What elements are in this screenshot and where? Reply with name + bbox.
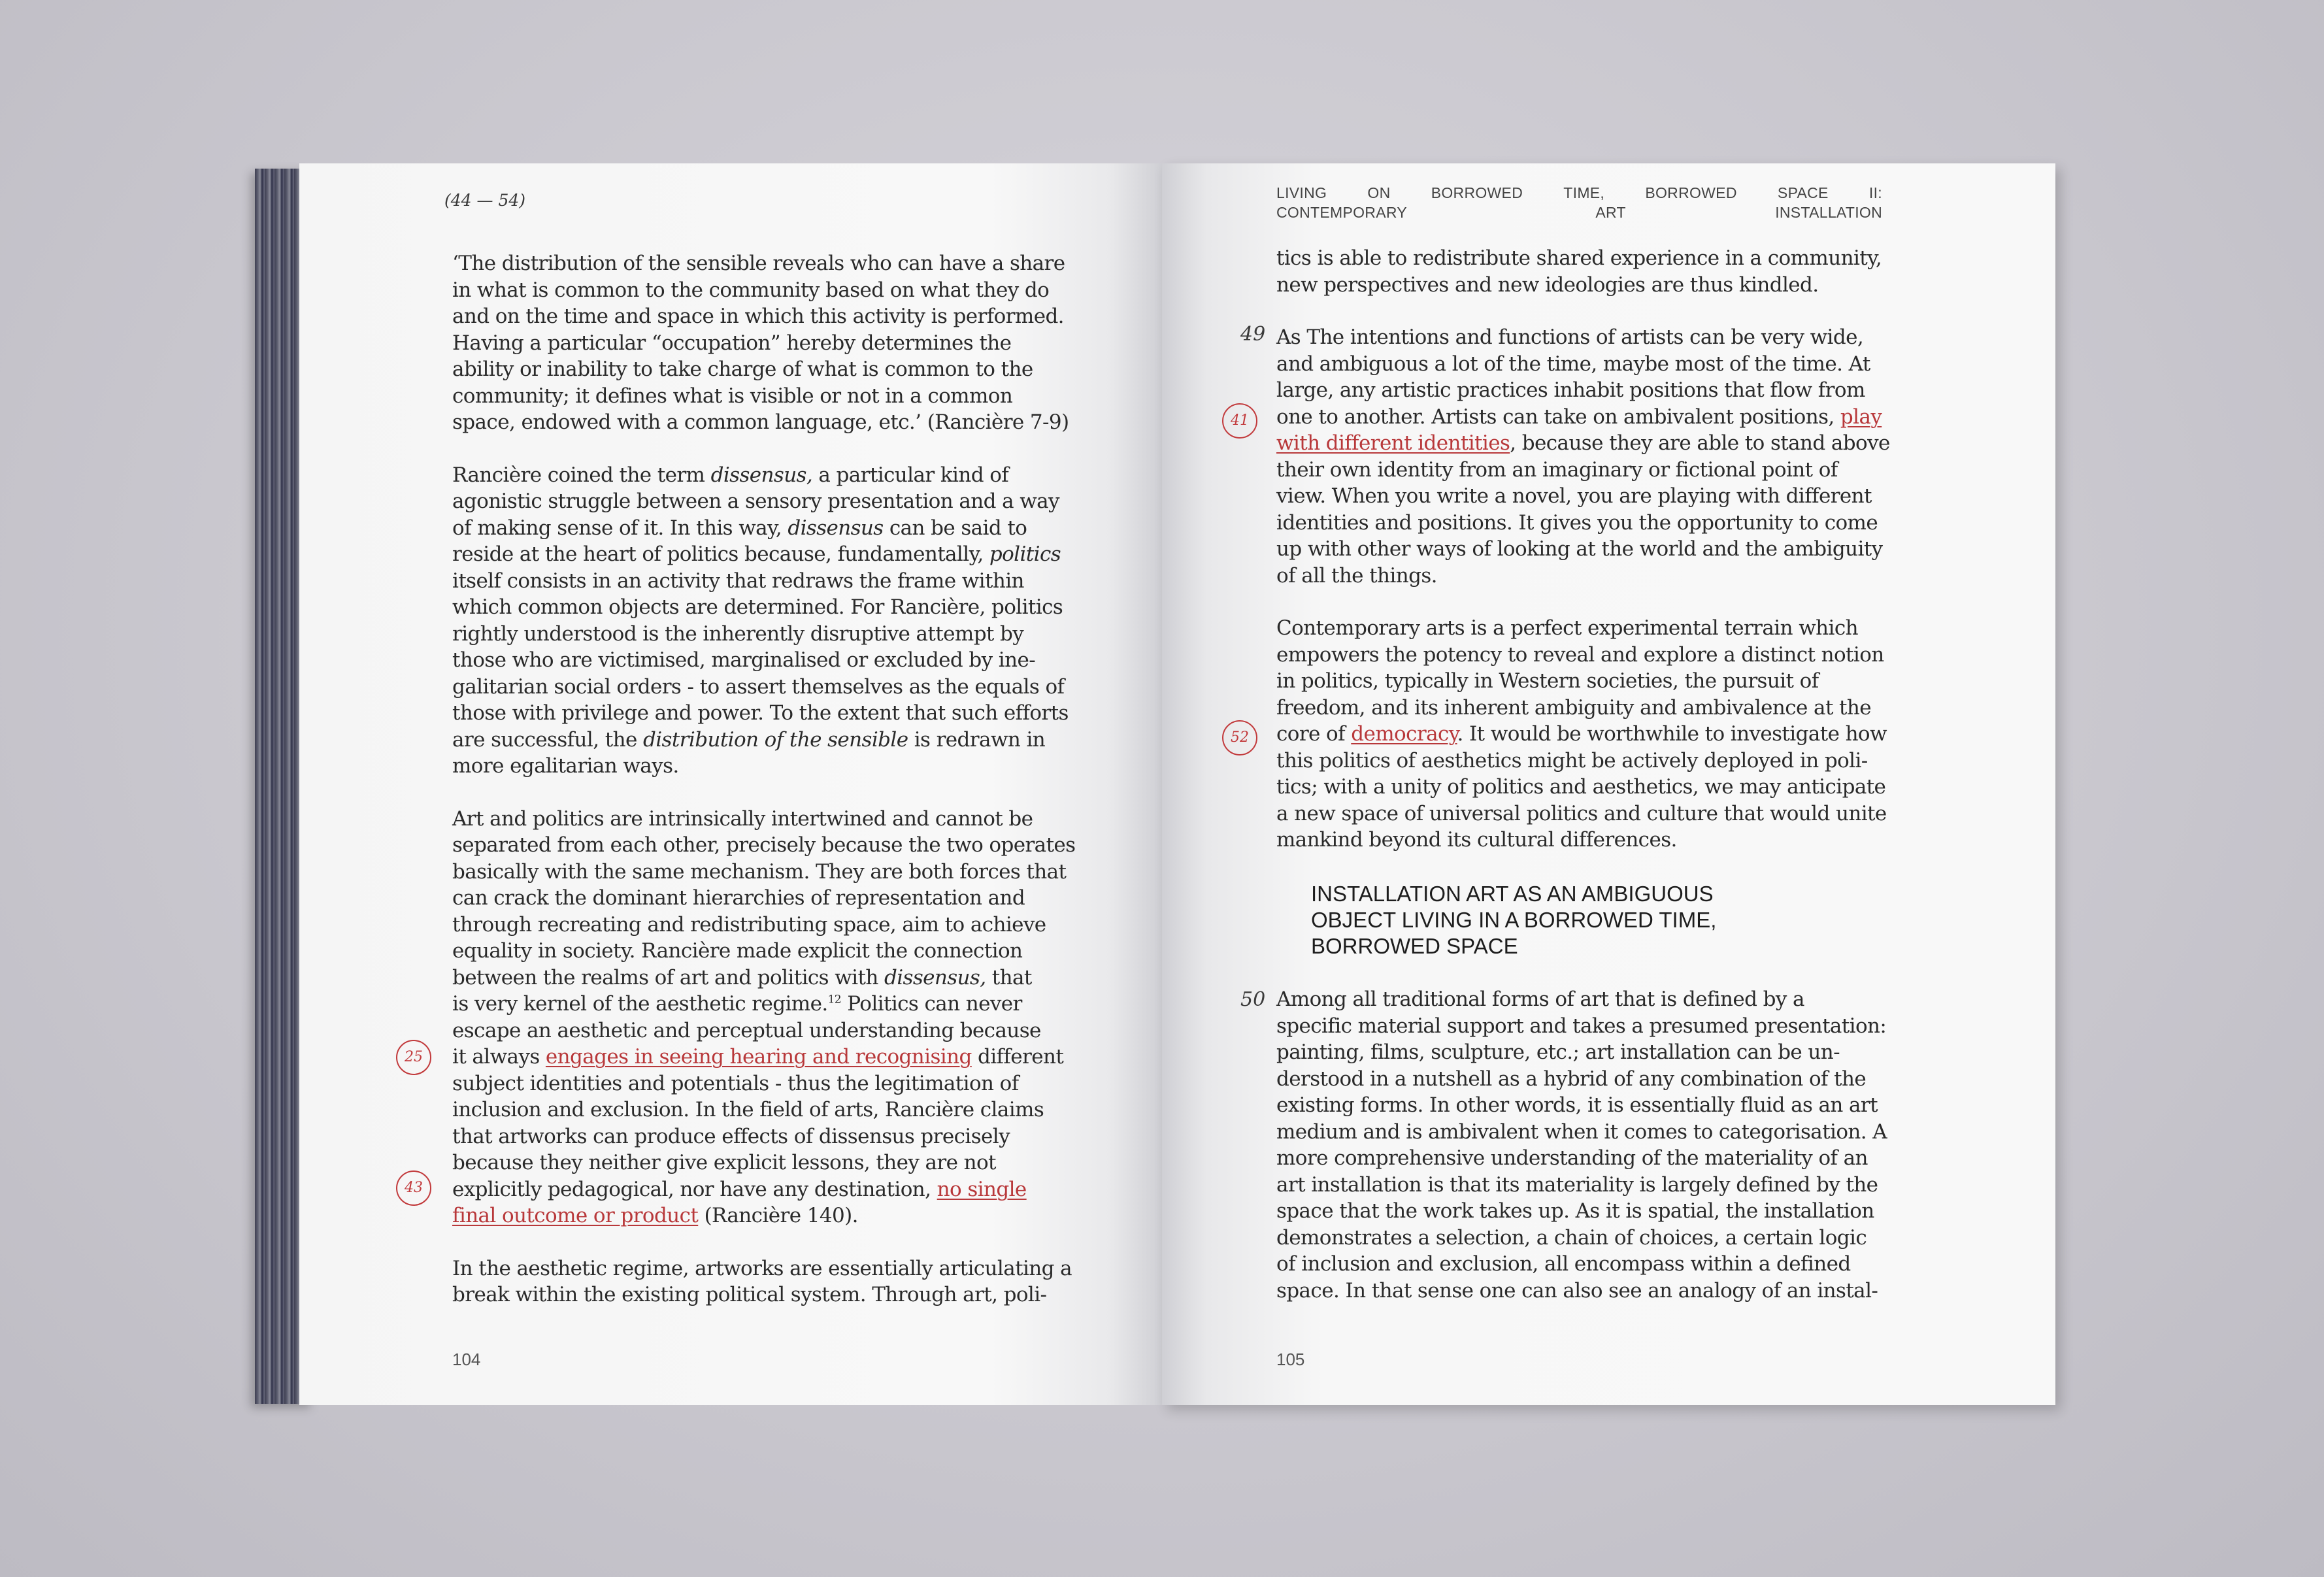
highlighted-phrase: democracy bbox=[1351, 722, 1457, 746]
text-line: specific material support and takes a presumed presentation: bbox=[1276, 1014, 1887, 1038]
header-word: TIME, bbox=[1563, 184, 1605, 201]
running-header-row-1 bbox=[1276, 184, 1882, 202]
text-line: inclusion and exclusion. In the field of arts, Rancière claims bbox=[452, 1098, 1044, 1121]
heading-line: INSTALLATION ART AS AN AMBIGUOUS bbox=[1311, 882, 1714, 906]
text-line: because they neither give explicit lessons, they are not bbox=[452, 1151, 996, 1174]
text-line: freedom, and its inherent ambiguity and ambivalence at the bbox=[1276, 695, 1872, 720]
text-line: Rancière coined the term dissensus, a particular kind of bbox=[452, 463, 1009, 487]
continued-paragraph bbox=[1276, 245, 1890, 298]
text-line: between the realms of art and politics with dissensus, that bbox=[452, 965, 1032, 989]
text-line: in what is common to the community based on what they do bbox=[452, 278, 1050, 302]
header-word: INSTALLATION bbox=[1775, 204, 1882, 221]
artists-paragraph bbox=[1276, 324, 1890, 589]
text-line: reside at the heart of politics because, fundamentally, politics bbox=[452, 542, 1061, 566]
header-word: BORROWED bbox=[1431, 184, 1523, 201]
text-line: one to another. Artists can take on ambivalent positions, play bbox=[1276, 405, 1882, 429]
circled-annotation: 25 bbox=[396, 1040, 431, 1075]
text-line: subject identities and potentials - thus the legitimation of bbox=[452, 1071, 1019, 1095]
text-line: Art and politics are intrinsically intertwined and cannot be bbox=[452, 806, 1033, 831]
text-line: itself consists in an activity that redraws the frame within bbox=[452, 569, 1024, 593]
footnote-ref[interactable]: 12 bbox=[827, 993, 842, 1006]
text-line: Contemporary arts is a perfect experimental terrain which bbox=[1276, 616, 1858, 640]
highlighted-phrase: no single bbox=[937, 1177, 1027, 1201]
text-line: galitarian social orders - to assert themselves as the equals of bbox=[452, 674, 1065, 699]
heading-line: OBJECT LIVING IN A BORROWED TIME, bbox=[1311, 908, 1717, 932]
text-line: more egalitarian ways. bbox=[452, 754, 679, 778]
text-line: rightly understood is the inherently disruptive attempt by bbox=[452, 622, 1024, 646]
text-line: of inclusion and exclusion, all encompass within a defined bbox=[1276, 1252, 1851, 1276]
text-line: a new space of universal politics and culture that would unite bbox=[1276, 801, 1887, 825]
text-line: large, any artistic practices inhabit positions that flow from bbox=[1276, 378, 1865, 402]
text-line: escape an aesthetic and perceptual understanding because bbox=[452, 1018, 1041, 1042]
text-line: their own identity from an imaginary or fictional point of bbox=[1276, 457, 1838, 482]
text-line: it always engages in seeing hearing and recognising different bbox=[452, 1045, 1064, 1069]
art-politics-paragraph bbox=[452, 806, 1075, 1229]
highlighted-phrase: engages in seeing hearing and recognising bbox=[545, 1045, 972, 1069]
text-line: medium and is ambivalent when it comes to categorisation. A bbox=[1276, 1120, 1887, 1144]
handwritten-paragraph-number: 50 bbox=[1240, 988, 1266, 1011]
text-line: is very kernel of the aesthetic regime.$^{12}$ Politics can never bbox=[452, 992, 1022, 1016]
text-line: those with privilege and power. To the extent that such efforts bbox=[452, 701, 1069, 725]
text-line: agonistic struggle between a sensory presentation and a way bbox=[452, 490, 1059, 513]
right-page-body bbox=[1276, 245, 1890, 880]
installation-paragraph bbox=[1276, 986, 1887, 1304]
text-line: tics is able to redistribute shared experience in a community, bbox=[1276, 246, 1882, 270]
text-line: are successful, the distribution of the sensible is redrawn in bbox=[452, 727, 1046, 752]
highlighted-phrase: with different identities bbox=[1276, 431, 1510, 455]
text-line: demonstrates a selection, a chain of choices, a certain logic bbox=[1276, 1225, 1867, 1250]
text-line: with different identities, because they are able to stand above bbox=[1276, 431, 1890, 455]
text-line: mankind beyond its cultural differences. bbox=[1276, 828, 1677, 852]
text-line: identities and positions. It gives you the opportunity to come bbox=[1276, 510, 1878, 535]
handwritten-paragraph-number: 49 bbox=[1240, 323, 1266, 346]
text-line: separated from each other, precisely because the two operates bbox=[452, 833, 1076, 857]
handwritten-page-range: (44 — 54) bbox=[444, 191, 526, 210]
text-line: break within the existing political system. Through art, poli- bbox=[452, 1283, 1047, 1306]
text-line: tics; with a unity of politics and aesthetics, we may anticipate bbox=[1276, 775, 1886, 799]
header-word: II: bbox=[1868, 184, 1882, 201]
running-header-row-2 bbox=[1276, 204, 1882, 222]
aesthetic-regime-paragraph bbox=[452, 1255, 1075, 1308]
text-line: up with other ways of looking at the world and the ambiguity bbox=[1276, 537, 1883, 561]
right-page bbox=[1162, 163, 2055, 1405]
text-line: and on the time and space in which this activity is performed. bbox=[452, 305, 1064, 328]
text-line: derstood in a nutshell as a hybrid of any combination of the bbox=[1276, 1067, 1867, 1091]
section-heading bbox=[1311, 881, 1716, 959]
text-line: those who are victimised, marginalised or excluded by ine- bbox=[452, 648, 1036, 672]
left-page-body bbox=[452, 250, 1075, 1335]
left-page bbox=[299, 163, 1162, 1405]
contemporary-arts-paragraph bbox=[1276, 615, 1890, 854]
text-line: which common objects are determined. For Rancière, politics bbox=[452, 595, 1063, 619]
text-line: ability or inability to take charge of what is common to the bbox=[452, 357, 1033, 381]
text-line: space that the work takes up. As it is spatial, the installation bbox=[1276, 1199, 1874, 1223]
text-line: In the aesthetic regime, artworks are essentially articulating a bbox=[452, 1256, 1072, 1280]
text-line: As The intentions and functions of artists can be very wide, bbox=[1276, 325, 1864, 349]
text-line: space. In that sense one can also see an analogy of an instal- bbox=[1276, 1278, 1878, 1303]
text-line: of making sense of it. In this way, dissensus can be said to bbox=[452, 516, 1027, 540]
text-line: space, endowed with a common language, etc.’ (Rancière 7-9) bbox=[452, 410, 1069, 434]
text-line: final outcome or product (Rancière 140). bbox=[452, 1204, 858, 1227]
text-line: that artworks can produce effects of dissensus precisely bbox=[452, 1124, 1010, 1148]
text-line: view. When you write a novel, you are playing with different bbox=[1276, 484, 1872, 508]
circled-annotation: 43 bbox=[396, 1170, 431, 1206]
text-line: basically with the same mechanism. They are both forces that bbox=[452, 859, 1067, 884]
text-line: of all the things. bbox=[1276, 563, 1437, 588]
text-line: existing forms. In other words, it is essentially fluid as an art bbox=[1276, 1093, 1878, 1117]
text-line: new perspectives and new ideologies are thus kindled. bbox=[1276, 273, 1819, 297]
circled-annotation: 52 bbox=[1222, 720, 1257, 755]
text-line: Having a particular “occupation” hereby determines the bbox=[452, 331, 1012, 355]
page-number: 105 bbox=[1276, 1350, 1305, 1369]
text-line: more comprehensive understanding of the materiality of an bbox=[1276, 1146, 1868, 1170]
text-line: and ambiguous a lot of the time, maybe most of the time. At bbox=[1276, 352, 1870, 376]
text-line: equality in society. Rancière made explicit the connection bbox=[452, 939, 1023, 963]
page-number: 104 bbox=[452, 1350, 481, 1369]
text-line: art installation is that its materiality is largely defined by the bbox=[1276, 1172, 1878, 1197]
heading-line: BORROWED SPACE bbox=[1311, 934, 1518, 958]
text-line: core of democracy. It would be worthwhile to investigate how bbox=[1276, 722, 1887, 746]
header-word: BORROWED bbox=[1645, 184, 1737, 201]
text-line: Among all traditional forms of art that is defined by a bbox=[1276, 988, 1804, 1011]
text-line: through recreating and redistributing space, aim to achieve bbox=[452, 912, 1046, 937]
text-line: community; it defines what is visible or not in a common bbox=[452, 384, 1013, 408]
text-line: ‘The distribution of the sensible reveals who can have a share bbox=[452, 252, 1065, 275]
book-spread bbox=[255, 163, 2055, 1405]
text-line: in politics, typically in Western societies, the pursuit of bbox=[1276, 669, 1819, 693]
highlighted-phrase: play bbox=[1840, 405, 1882, 429]
header-word: LIVING bbox=[1276, 184, 1327, 201]
header-word: ART bbox=[1595, 204, 1626, 221]
quote-paragraph bbox=[452, 250, 1075, 436]
circled-annotation: 41 bbox=[1222, 403, 1257, 439]
right-page-body-lower bbox=[1276, 986, 1887, 1330]
text-line: empowers the potency to reveal and explore a distinct notion bbox=[1276, 642, 1884, 667]
header-word: CONTEMPORARY bbox=[1276, 204, 1407, 221]
header-word: SPACE bbox=[1777, 184, 1829, 201]
text-line: explicitly pedagogical, nor have any destination, no single bbox=[452, 1177, 1027, 1201]
text-line: painting, films, sculpture, etc.; art installation can be un- bbox=[1276, 1040, 1840, 1064]
header-word: ON bbox=[1367, 184, 1391, 201]
dissensus-paragraph bbox=[452, 462, 1075, 780]
highlighted-phrase: final outcome or product bbox=[452, 1204, 699, 1227]
text-line: this politics of aesthetics might be actively deployed in poli- bbox=[1276, 748, 1868, 772]
text-line: can crack the dominant hierarchies of representation and bbox=[452, 886, 1025, 910]
